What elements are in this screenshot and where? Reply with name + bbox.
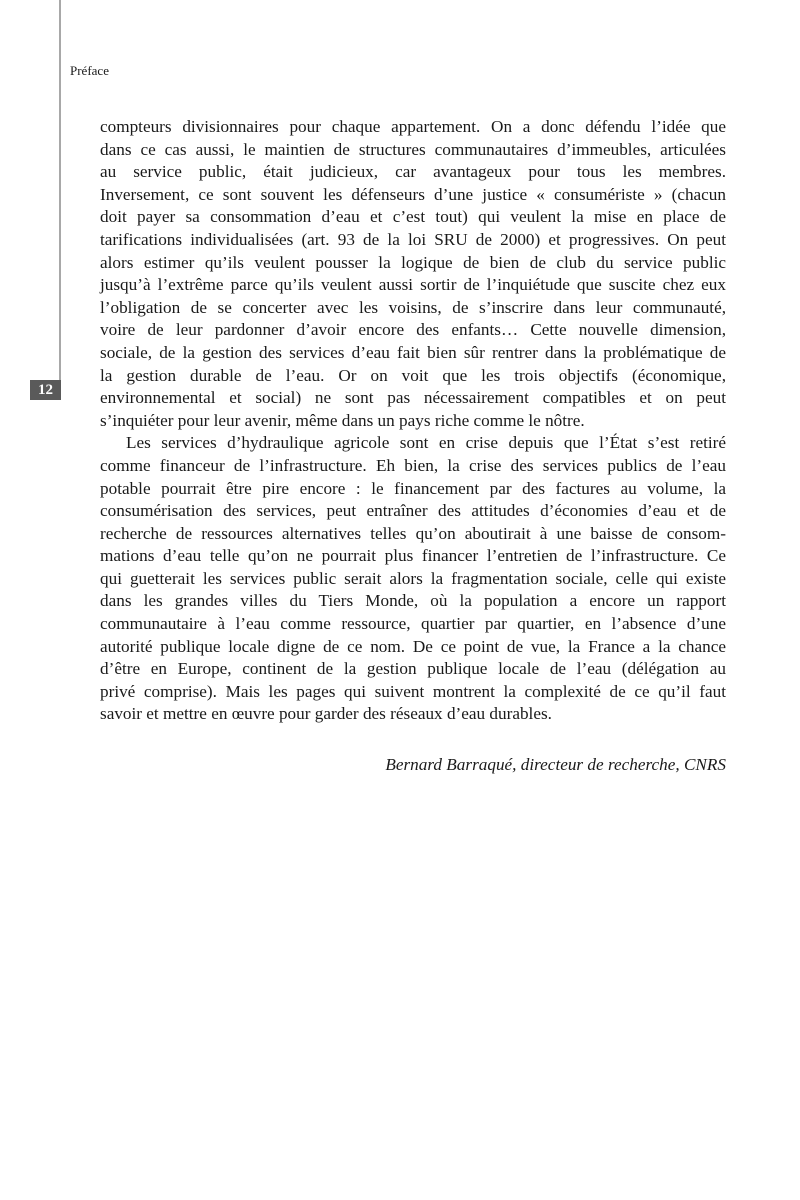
text-line: comme financeur de l’infrastructure. Eh bien, la crise des services publics de l’eau: [100, 455, 726, 475]
text-line: consumérisation des services, peut entraîner des attitudes d’économies d’eau et de: [100, 501, 726, 521]
page-number: 12: [30, 380, 61, 400]
text-line: recherche de ressources alternatives telles qu’on aboutirait à une baisse de consom-: [100, 523, 726, 543]
text-line: au service public, était judicieux, car avantageux pour tous les membres.: [100, 162, 726, 182]
text-line: privé comprise). Mais les pages qui suivent montrent la complexité de ce qu’il faut: [100, 681, 726, 701]
text-line: dans ce cas aussi, le maintien de structures communautaires d’immeubles, articulées: [100, 139, 726, 159]
text-line: potable pourrait être pire encore : le financement par des factures au volume, la: [100, 478, 726, 498]
text-line: qui guetterait les services public serait alors la fragmentation sociale, celle qui existe: [100, 568, 726, 588]
text-line: savoir et mettre en œuvre pour garder des réseaux d’eau durables.: [100, 704, 552, 724]
text-line: doit payer sa consommation d’eau et c’est tout) qui veulent la mise en place de: [100, 207, 726, 227]
text-line: dans les grandes villes du Tiers Monde, où la population a encore un rapport: [100, 591, 726, 611]
text-line: sociale, de la gestion des services d’eau fait bien sûr rentrer dans la problématique de: [100, 342, 726, 362]
signature: Bernard Barraqué, directeur de recherche, CNRS: [385, 755, 726, 774]
text-line: voire de leur pardonner d’avoir encore des enfants… Cette nouvelle dimension,: [100, 320, 726, 340]
paragraph: [100, 432, 726, 726]
margin-rule: [59, 0, 61, 380]
text-line: compteurs divisionnaires pour chaque appartement. On a donc défendu l’idée que: [100, 117, 726, 136]
text-line: mations d’eau telle qu’on ne pourrait plus financer l’entretien de l’infrastructure. Ce: [100, 546, 726, 566]
text-line: la gestion durable de l’eau. Or on voit que les trois objectifs (économique,: [100, 365, 726, 385]
text-line: Inversement, ce sont souvent les défenseurs d’une justice « consumériste » (chacun: [100, 184, 726, 204]
text-line: autorité publique locale digne de ce nom. De ce point de vue, la France a la chance: [100, 636, 726, 656]
text-line: l’obligation de se concerter avec les voisins, de s’inscrire dans leur communauté,: [100, 297, 726, 317]
text-line: communautaire à l’eau comme ressource, quartier par quartier, en l’absence d’une: [100, 614, 726, 634]
body-text: [100, 116, 726, 726]
paragraph: [100, 116, 726, 432]
running-header: Préface: [70, 63, 109, 78]
text-line: Les services d’hydraulique agricole sont en crise depuis que l’État s’est retiré: [126, 433, 726, 453]
text-line: environnemental et social) ne sont pas nécessairement compatibles et on peut: [100, 388, 726, 408]
text-line: alors estimer qu’ils veulent pousser la logique de bien de club du service public: [100, 252, 726, 272]
text-line: tarifications individualisées (art. 93 de la loi SRU de 2000) et progressives. On peut: [100, 229, 726, 249]
text-line: s’inquiéter pour leur avenir, même dans un pays riche comme le nôtre.: [100, 410, 585, 430]
text-line: jusqu’à l’extrême parce qu’ils veulent aussi sortir de l’inquiétude que suscite chez eux: [100, 275, 726, 295]
text-line: d’être en Europe, continent de la gestion publique locale de l’eau (délégation au: [100, 659, 726, 679]
